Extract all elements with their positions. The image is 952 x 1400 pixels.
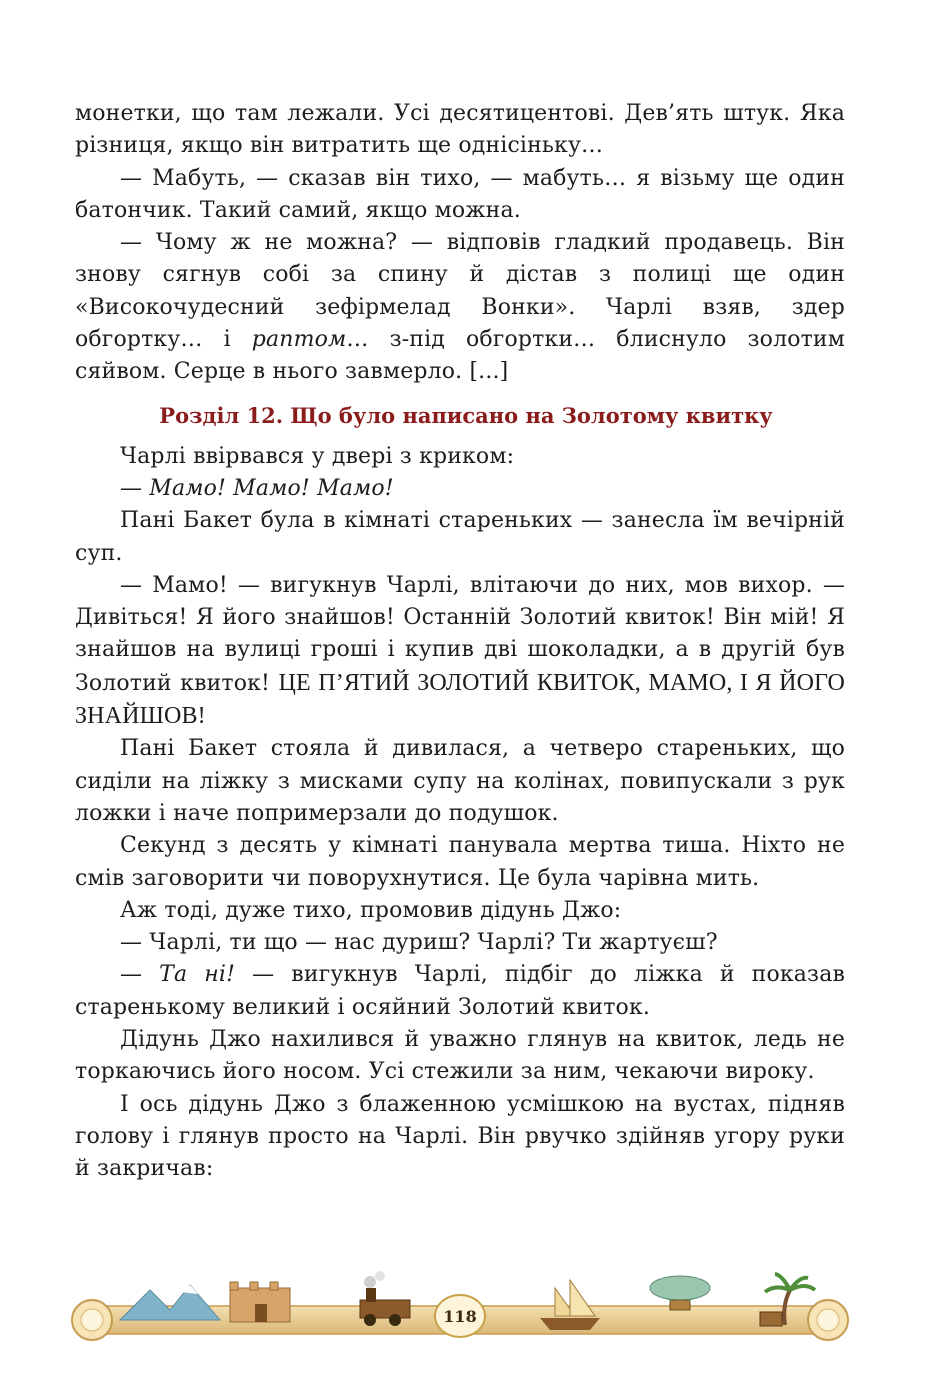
ship-icon — [540, 1280, 600, 1330]
paragraph: — Чому ж не можна? — відповів гладкий продавець. Він знову сягнув собі за спину й дістав з полиці ще один «Високочудесний зефірмелад Вонки». Чарлі взяв, здер обгортку… і раптом… з-під обгортки… блиснуло золотим сяйвом. Серце в нього завмерло. [...] — [75, 230, 845, 385]
paragraph: Аж тоді, дуже тихо, промовив дідунь Джо: — [120, 897, 622, 923]
paragraph: — Мамо! — вигукнув Чарлі, влітаючи до них, мов вихор. — Дивіться! Я його знайшов! Останній Золотий квиток! Він мій! Я знайшов на вулиці гроші і купив дві шоколадки, а в другій був Золотий квиток! ЦЕ П’ЯТИЙ ЗОЛОТИЙ КВИТОК, МАМО, І Я ЙОГО ЗНАЙШОВ! — [75, 572, 846, 730]
paragraph: монетки, що там лежали. Усі десятицентові. Дев’ять штук. Яка різниця, якщо він витратить ще однісіньку… — [75, 101, 845, 159]
paragraph: — Та ні! — вигукнув Чарлі, підбіг до ліжка й показав старeнькому великий і осяйний Золотий квиток. — [75, 962, 845, 1020]
paragraph: Дідунь Джо нахилився й уважно глянув на квиток, ледь не торкаючись його носом. Усі стежили за ним, чекаючи вироку. — [75, 1027, 845, 1085]
paragraph: Чарлі ввірвався у двері з криком: — [120, 443, 515, 469]
paragraph: — Мамо! Мамо! Мамо! — [120, 475, 394, 501]
airship-icon — [650, 1276, 710, 1310]
paragraph: Секунд з десять у кімнаті панувала мертва тиша. Ніхто не смів заговорити чи поворухнутися. Це була чарівна мить. — [75, 833, 845, 891]
paragraph: І ось дідунь Джо з блаженною усмішкою на вустах, підняв голову і глянув просто на Чарлі. Він рвучко здійняв угору руки й закричав: — [75, 1091, 845, 1182]
page-content — [75, 98, 845, 1186]
chapter-title: Розділ 12. Що було написано на Золотому квитку — [159, 402, 773, 428]
page-number: 118 — [434, 1294, 486, 1338]
castle-icon — [230, 1282, 290, 1322]
paragraph: Пані Бакет стояла й дивилася, а четверо старeньких, що сиділи на ліжку з мисками супу на колінах, повипускали з рук ложки і наче попримерзали до подушок. — [75, 736, 845, 826]
paragraph: Пані Бакет була в кімнаті старeньких — занесла їм вечірній суп. — [75, 508, 845, 566]
paragraph: — Чарлі, ти що — нас дуриш? Чарлі? Ти жартуєш? — [120, 930, 718, 956]
train-icon — [360, 1271, 410, 1326]
mountains-icon — [120, 1285, 220, 1320]
paragraph: — Мабуть, — сказав він тихо, — мабуть… я візьму ще один батончик. Такий самий, якщо можна. — [75, 165, 845, 223]
